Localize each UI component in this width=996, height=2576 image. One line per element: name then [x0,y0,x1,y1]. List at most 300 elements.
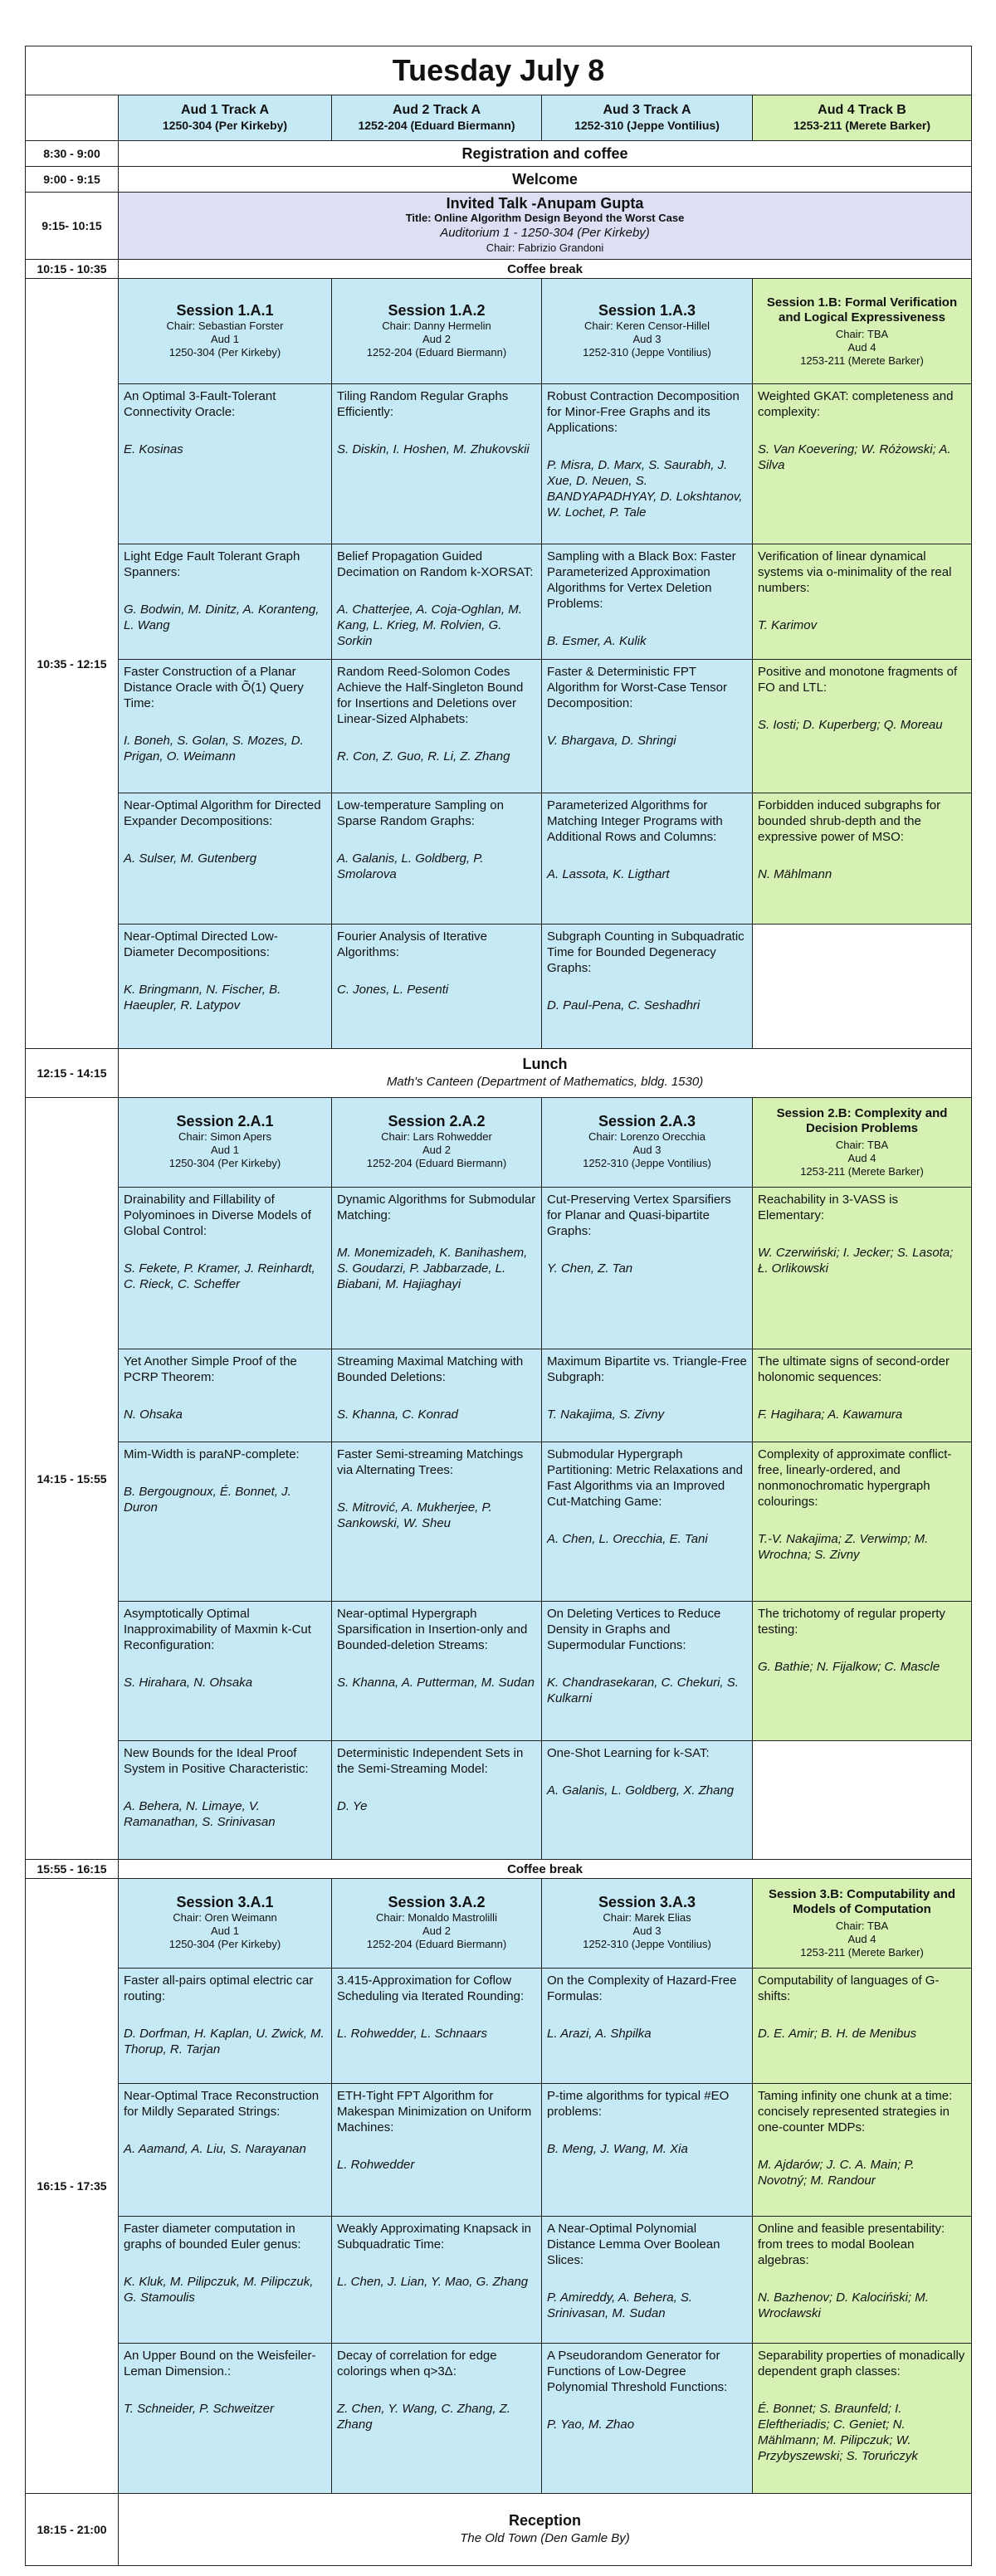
session-name: Session 3.A.1 [176,1894,274,1910]
talk-cell [119,544,332,660]
talk-title: New Bounds for the Ideal Proof System in Positive Characteristic: [124,1746,309,1776]
talk-title: An Optimal 3-Fault-Tolerant Connectivity Oracle: [124,389,276,419]
talk-title: Near-optimal Hypergraph Sparsification in Insertion-only and Bounded-deletion Streams: [337,1607,528,1652]
session-chair: Chair: TBA [835,1139,889,1151]
talk-authors: N. Bazhenov; D. Kalociński; M. Wrocławski [758,2291,929,2320]
talk [124,1745,326,1855]
talk-cell [542,2084,753,2217]
session-name: Session 1.A.3 [598,301,696,319]
talk-authors: A. Sulser, M. Gutenberg [124,851,257,866]
talk-cell [542,1741,753,1860]
talk-title: Subgraph Counting in Subquadratic Time for Bounded Degeneracy Graphs: [547,929,745,975]
talk-title: Separability properties of monadically dependent graph classes: [758,2349,965,2378]
talk [547,1745,747,1855]
talk-title: Dynamic Algorithms for Submodular Matching: [337,1193,536,1222]
talk [547,1606,747,1736]
time-block: 10:35 - 12:15 [26,279,119,1049]
session-room: 1252-204 (Eduard Biermann) [366,345,507,359]
talk-authors: K. Kluk, M. Pilipczuk, M. Pilipczuk, G. Stamoulis [124,2275,314,2305]
talk-title: Parameterized Algorithms for Matching Integer Programs with Additional Rows and Columns: [547,798,723,844]
talk-row [26,1349,972,1442]
talk-title: The trichotomy of regular property testing: [758,1607,945,1637]
session-room: 1252-204 (Eduard Biermann) [366,1157,507,1169]
talk-title: On the Complexity of Hazard-Free Formulas: [547,1973,737,2003]
session-room: 1252-310 (Jeppe Vontilius) [583,1157,711,1169]
talk-title: Streaming Maximal Matching with Bounded Deletions: [337,1354,524,1384]
talk-cell [542,793,753,925]
talk [337,2348,536,2489]
talk-authors: D. E. Amir; B. H. de Menibus [758,2027,917,2041]
registration-row [26,141,972,167]
coffee-break-row [26,1860,972,1879]
reception-cell [119,2494,972,2566]
talk-cell [542,925,753,1049]
session-chair: Chair: Keren Censor-Hillel [584,319,710,332]
talk-title: On Deleting Vertices to Reduce Density in Graphs and Supermodular Functions: [547,1607,721,1652]
talk-title: Submodular Hypergraph Partitioning: Metric Relaxations and Fast Algorithms via an Improved Cut-Matching Game: [547,1447,743,1509]
talk-title: Near-Optimal Algorithm for Directed Expander Decompositions: [124,798,321,828]
lunch-cell [119,1049,972,1098]
talk [547,1447,747,1597]
talk-authors: D. Paul-Pena, C. Seshadhri [547,998,701,1012]
talk-title: ETH-Tight FPT Algorithm for Makespan Minimization on Uniform Machines: [337,2089,532,2134]
talk-authors: C. Jones, L. Pesenti [337,983,449,997]
talk-title: Cut-Preserving Vertex Sparsifiers for Planar and Quasi-bipartite Graphs: [547,1193,731,1238]
talk-title: Robust Contraction Decomposition for Minor-Free Graphs and its Applications: [547,389,740,435]
talk-authors: A. Lassota, K. Ligthart [547,867,670,881]
talk-cell [332,1969,542,2084]
session-chair: Chair: TBA [835,327,889,340]
talk-authors: F. Hagihara; A. Kawamura [758,1408,903,1422]
talk-cell [542,544,753,660]
talk-title: Weighted GKAT: completeness and complexity: [758,389,954,419]
talk-authors: P. Amireddy, A. Behera, S. Srinivasan, M. Sudan [547,2291,693,2320]
talk-cell [542,1969,753,2084]
talk-authors: L. Chen, J. Lian, Y. Mao, G. Zhang [337,2275,529,2289]
talk-row [26,2084,972,2217]
talk-cell [119,1442,332,1602]
talk-cell [332,384,542,544]
talk-cell [542,2344,753,2494]
invited-talk [119,193,972,260]
session-aud: Aud 2 [422,1925,451,1937]
talk-title: Decay of correlation for edge colorings when q>3Δ: [337,2349,497,2378]
talk-title: Positive and monotone fragments of FO and LTL: [758,665,958,695]
talk-title: P-time algorithms for typical #EO problems: [547,2089,730,2119]
track-room: 1252-310 (Jeppe Vontilius) [574,119,720,132]
lunch-location: Math's Canteen (Department of Mathematics, bldg. 1530) [386,1075,704,1089]
talk-title: Taming infinity one chunk at a time: concisely represented strategies in one-counter MDPs: [758,2089,953,2134]
session-chair: Chair: Marek Elias [603,1911,691,1924]
talk-cell [332,1349,542,1442]
talk [337,1973,536,2079]
session-room: 1252-310 (Jeppe Vontilius) [583,1938,711,1950]
talk-row [26,2217,972,2344]
talk-title: Deterministic Independent Sets in the Semi-Streaming Model: [337,1746,524,1776]
talk-authors: K. Chandrasekaran, C. Chekuri, S. Kulkarni [547,1676,739,1705]
track-header-aud2 [332,95,542,141]
talk [124,798,326,920]
talk-title: Faster Construction of a Planar Distance Oracle with Õ(1) Query Time: [124,665,304,710]
talk-title: An Upper Bound on the Weisfeiler-Leman Dimension.: [124,2349,316,2378]
session-name: Session 3.A.3 [598,1894,696,1910]
talk-title: A Near-Optimal Polynomial Distance Lemma Over Boolean Slices: [547,2222,720,2267]
talk-cell [753,1349,972,1442]
session-name: Session 1.B: Formal Verification and Logical Expressiveness [766,295,958,324]
track-header-row [26,95,972,141]
session-header [119,1098,332,1188]
talk-cell [119,793,332,925]
talk-authors: S. Khanna, A. Putterman, M. Sudan [337,1676,535,1690]
talk-authors: N. Mählmann [758,867,832,881]
talk-title: Weakly Approximating Knapsack in Subquadratic Time: [337,2222,532,2252]
session-aud: Aud 4 [847,1933,876,1945]
talk-title: The ultimate signs of second-order holonomic sequences: [758,1354,950,1384]
talk-authors: S. Van Koevering; W. Różowski; A. Silva [758,442,951,472]
talk-cell [119,384,332,544]
time-welcome: 9:00 - 9:15 [26,167,119,193]
talk [758,2221,966,2339]
session-room: 1253-211 (Merete Barker) [800,354,924,367]
session-aud: Aud 2 [422,332,451,345]
time-coffee1: 10:15 - 10:35 [26,260,119,279]
talk-authors: S. Diskin, I. Hoshen, M. Zhukovskii [337,442,530,456]
session-chair: Chair: Lorenzo Orecchia [588,1130,706,1143]
talk [758,1447,966,1597]
talk-cell [119,925,332,1049]
session-aud: Aud 4 [847,1152,876,1164]
talk-cell [119,2084,332,2217]
talk [547,664,747,788]
talk-title: Low-temperature Sampling on Sparse Random Graphs: [337,798,504,828]
talk-title: 3.415-Approximation for Coflow Scheduling via Iterated Rounding: [337,1973,525,2003]
talk [337,1447,536,1597]
session-name: Session 1.A.1 [176,301,274,319]
track-room: 1253-211 (Merete Barker) [793,119,930,132]
talk-authors: V. Bhargava, D. Shringi [547,734,676,748]
session-header [542,279,753,384]
talk-cell [542,2217,753,2344]
talk-cell [119,2217,332,2344]
talk-authors: Y. Chen, Z. Tan [547,1261,633,1276]
talk-title: Near-Optimal Directed Low-Diameter Decompositions: [124,929,278,959]
talk [337,1354,536,1437]
talk-cell [332,2344,542,2494]
talk-cell [332,1188,542,1349]
reception-label: Reception [509,2512,582,2529]
talk-authors: G. Bodwin, M. Dinitz, A. Koranteng, L. Wang [124,603,320,632]
session-chair: Chair: Oren Weimann [173,1911,277,1924]
track-header-aud3 [542,95,753,141]
invited-room: Auditorium 1 - 1250-304 (Per Kirkeby) [440,226,650,240]
talk-authors: L. Rohwedder, L. Schnaars [337,2027,487,2041]
talk-authors: Z. Chen, Y. Wang, C. Zhang, Z. Zhang [337,2402,510,2432]
session-aud: Aud 1 [211,332,239,345]
talk-row [26,384,972,544]
talk [337,1745,536,1855]
talk-title: Verification of linear dynamical systems via o-minimality of the real numbers: [758,549,952,595]
schedule-table [25,46,972,2566]
talk [124,1973,326,2079]
talk-cell [542,1349,753,1442]
talk-authors: A. Galanis, L. Goldberg, P. Smolarova [337,851,484,881]
talk-cell [753,384,972,544]
talk-cell [332,1442,542,1602]
session-aud: Aud 3 [632,332,662,345]
talk-authors: É. Bonnet; S. Braunfeld; I. Eleftheriadis; C. Geniet; N. Mählmann; M. Pilipczuk; W. Przybyszewski; S. Toruńczyk [758,2402,918,2463]
talk-title: Fourier Analysis of Iterative Algorithms: [337,929,487,959]
talk-authors: S. Fekete, P. Kramer, J. Reinhardt, C. Rieck, C. Scheffer [124,1261,315,1291]
talk-title: Near-Optimal Trace Reconstruction for Mildly Separated Strings: [124,2089,320,2119]
session-name: Session 1.A.2 [388,301,486,319]
reception-row [26,2494,972,2566]
reception-location: The Old Town (Den Gamle By) [460,2531,630,2545]
session-header [753,1879,972,1969]
talk [337,2088,536,2212]
talk-authors: M. Monemizadeh, K. Banihashem, S. Goudarzi, P. Jabbarzade, L. Biabani, M. Hajiaghayi [337,1246,528,1291]
talk-cell [119,1349,332,1442]
session-room: 1252-204 (Eduard Biermann) [366,1938,507,1950]
session-aud: Aud 1 [211,1925,239,1937]
track-name: Aud 3 Track A [603,103,691,117]
talk-cell [542,384,753,544]
talk-authors: B. Bergougnoux, É. Bonnet, J. Duron [124,1485,291,1515]
talk-cell [753,1602,972,1741]
talk-cell [119,2344,332,2494]
talk-title: One-Shot Learning for k-SAT: [547,1746,710,1760]
talk [547,2348,747,2489]
track-room: 1250-304 (Per Kirkeby) [162,119,288,132]
talk-title: Sampling with a Black Box: Faster Parameterized Approximation Algorithms for Vertex Deletion Problems: [547,549,736,611]
time-lunch: 12:15 - 14:15 [26,1049,119,1098]
talk-title: Complexity of approximate conflict-free, linearly-ordered, and nonmonochromatic hypergraph colourings: [758,1447,952,1509]
talk-title: Belief Propagation Guided Decimation on Random k-XORSAT: [337,549,534,579]
talk-cell [753,660,972,793]
talk-title: Light Edge Fault Tolerant Graph Spanners: [124,549,300,579]
talk-cell [332,544,542,660]
talk-cell [753,2217,972,2344]
invited-heading: Invited Talk -Anupam Gupta [446,195,644,212]
talk-row [26,1442,972,1602]
talk-authors: W. Czerwiński; I. Jecker; S. Lasota; Ł. Orlikowski [758,1246,954,1276]
talk [758,1354,966,1437]
talk-row [26,1969,972,2084]
time-invited: 9:15- 10:15 [26,193,119,260]
talk-title: Tiling Random Regular Graphs Efficiently: [337,389,509,419]
talk-title: Random Reed-Solomon Codes Achieve the Half-Singleton Bound for Insertions and Deletions over Linear-Sized Alphabets: [337,665,524,726]
talk [124,1192,326,1344]
track-name: Aud 1 Track A [180,103,270,117]
talk-row [26,1602,972,1741]
page-title: Tuesday July 8 [26,46,972,95]
time-block: 14:15 - 15:55 [26,1098,119,1860]
session-room: 1250-304 (Per Kirkeby) [168,1938,281,1950]
talk-title: Computability of languages of G-shifts: [758,1973,940,2003]
talk [547,1192,747,1344]
talk [758,1192,966,1344]
session-chair: Chair: Simon Apers [178,1130,271,1143]
talk-authors: T. Nakajima, S. Zivny [547,1408,665,1422]
talk-title: Asymptotically Optimal Inapproximability of Maxmin k-Cut Reconfiguration: [124,1607,311,1652]
talk-title: Online and feasible presentability: from trees to modal Boolean algebras: [758,2222,945,2267]
session-header [332,1098,542,1188]
session-aud: Aud 4 [847,340,876,354]
talk [124,2221,326,2339]
talk-title: Maximum Bipartite vs. Triangle-Free Subgraph: [547,1354,747,1384]
talk-cell [332,2084,542,2217]
session-header [542,1098,753,1188]
talk [758,1606,966,1736]
talk [124,2348,326,2489]
session-room: 1250-304 (Per Kirkeby) [168,1157,281,1169]
session-chair: Chair: Sebastian Forster [166,319,284,332]
talk-cell [332,1741,542,1860]
talk-cell [542,1442,753,1602]
talk-title: Forbidden induced subgraphs for bounded shrub-depth and the expressive power of MSO: [758,798,941,844]
coffee-break-row [26,260,972,279]
talk [758,2088,966,2212]
session-chair: Chair: TBA [835,1920,889,1932]
session-header [119,279,332,384]
talk-row [26,925,972,1049]
session-room: 1250-304 (Per Kirkeby) [168,345,281,359]
talk [547,2221,747,2339]
talk-cell [542,1602,753,1741]
talk-cell [542,660,753,793]
talk [547,798,747,920]
talk [124,549,326,655]
talk-cell [753,2084,972,2217]
session-name: Session 2.A.2 [388,1113,486,1129]
session-name: Session 2.A.1 [176,1113,274,1129]
talk [547,2088,747,2212]
session-header [753,1098,972,1188]
talk-authors: B. Meng, J. Wang, M. Xia [547,2142,688,2156]
track-name: Aud 4 Track B [818,103,906,117]
talk-cell [332,1602,542,1741]
talk-title: Faster all-pairs optimal electric car routing: [124,1973,314,2003]
welcome-row [26,167,972,193]
talk [337,388,536,539]
talk [758,388,966,539]
registration-label: Registration and coffee [119,141,972,167]
talk-row [26,1188,972,1349]
talk-cell [119,660,332,793]
session-aud: Aud 1 [211,1144,239,1156]
talk [124,929,326,1044]
talk-authors: M. Ajdarów; J. C. A. Main; P. Novotný; M. Randour [758,2158,915,2188]
talk-authors: R. Con, Z. Guo, R. Li, Z. Zhang [337,749,510,764]
talk-authors: T. Karimov [758,618,818,632]
talk [124,1606,326,1736]
session-room: 1253-211 (Merete Barker) [800,1946,924,1959]
talk-cell [753,1442,972,1602]
talk [547,929,747,1044]
talk [337,2221,536,2339]
session-name: Session 3.A.2 [388,1894,486,1910]
talk-authors: P. Yao, M. Zhao [547,2417,635,2432]
welcome-label: Welcome [119,167,972,193]
talk-authors: S. Iosti; D. Kuperberg; Q. Moreau [758,718,943,732]
talk-title: Yet Another Simple Proof of the PCRP Theorem: [124,1354,297,1384]
talk-cell [119,1188,332,1349]
talk [124,2088,326,2212]
coffee-break-label: Coffee break [119,260,972,279]
track-room: 1252-204 (Eduard Biermann) [358,119,515,132]
session-aud: Aud 3 [632,1925,662,1937]
talk [758,549,966,655]
session-header [753,279,972,384]
talk-authors: L. Rohwedder [337,2158,415,2172]
session-room: 1252-310 (Jeppe Vontilius) [583,345,711,359]
invited-title: Title: Online Algorithm Design Beyond the Worst Case [405,212,685,224]
session-name: Session 2.A.3 [598,1113,696,1129]
time-reception: 18:15 - 21:00 [26,2494,119,2566]
talk-cell [332,2217,542,2344]
session-aud: Aud 2 [422,1144,451,1156]
invited-chair: Chair: Fabrizio Grandoni [486,242,604,254]
talk-authors: A. Chen, L. Orecchia, E. Tani [547,1532,708,1546]
session-chair: Chair: Danny Hermelin [382,319,491,332]
talk [758,1973,966,2079]
talk-title: Reachability in 3-VASS is Elementary: [758,1193,898,1222]
talk-cell [332,925,542,1049]
talk-cell [119,1602,332,1741]
talk [547,1354,747,1437]
session-name: Session 2.B: Complexity and Decision Problems [776,1106,948,1135]
track-header-aud4 [753,95,972,141]
session-header [542,1879,753,1969]
talk-title: Drainability and Fillability of Polyominoes in Diverse Models of Global Control: [124,1193,311,1238]
session-room: 1253-211 (Merete Barker) [800,1165,924,1178]
talk-row [26,1741,972,1860]
talk-authors: B. Esmer, A. Kulik [547,634,647,648]
talk [124,388,326,539]
talk [758,2348,966,2489]
talk-authors: D. Ye [337,1799,368,1813]
talk-row [26,2344,972,2494]
talk [337,664,536,788]
talk-authors: E. Kosinas [124,442,183,456]
talk [337,798,536,920]
talk-row [26,660,972,793]
track-name: Aud 2 Track A [392,103,481,117]
talk-authors: L. Arazi, A. Shpilka [547,2027,652,2041]
talk-row [26,793,972,925]
talk-cell [753,2344,972,2494]
talk-authors: N. Ohsaka [124,1408,183,1422]
talk [758,798,966,920]
talk-cell [753,793,972,925]
talk [337,549,536,655]
talk-authors: A. Galanis, L. Goldberg, X. Zhang [547,1783,735,1798]
talk [124,1447,326,1597]
talk [124,664,326,788]
time-block: 16:15 - 17:35 [26,1879,119,2494]
talk [547,388,747,539]
talk [758,664,966,788]
talk-row [26,544,972,660]
corner-cell [26,95,119,141]
talk-authors: S. Khanna, C. Konrad [337,1408,458,1422]
lunch-row [26,1049,972,1098]
session-header-row [26,279,972,384]
session-chair: Chair: Lars Rohwedder [381,1130,492,1143]
talk [547,549,747,655]
talk-cell [119,1741,332,1860]
talk-authors: K. Bringmann, N. Fischer, B. Haeupler, R. Latypov [124,983,281,1012]
talk-title: Faster & Deterministic FPT Algorithm for Worst-Case Tensor Decomposition: [547,665,728,710]
